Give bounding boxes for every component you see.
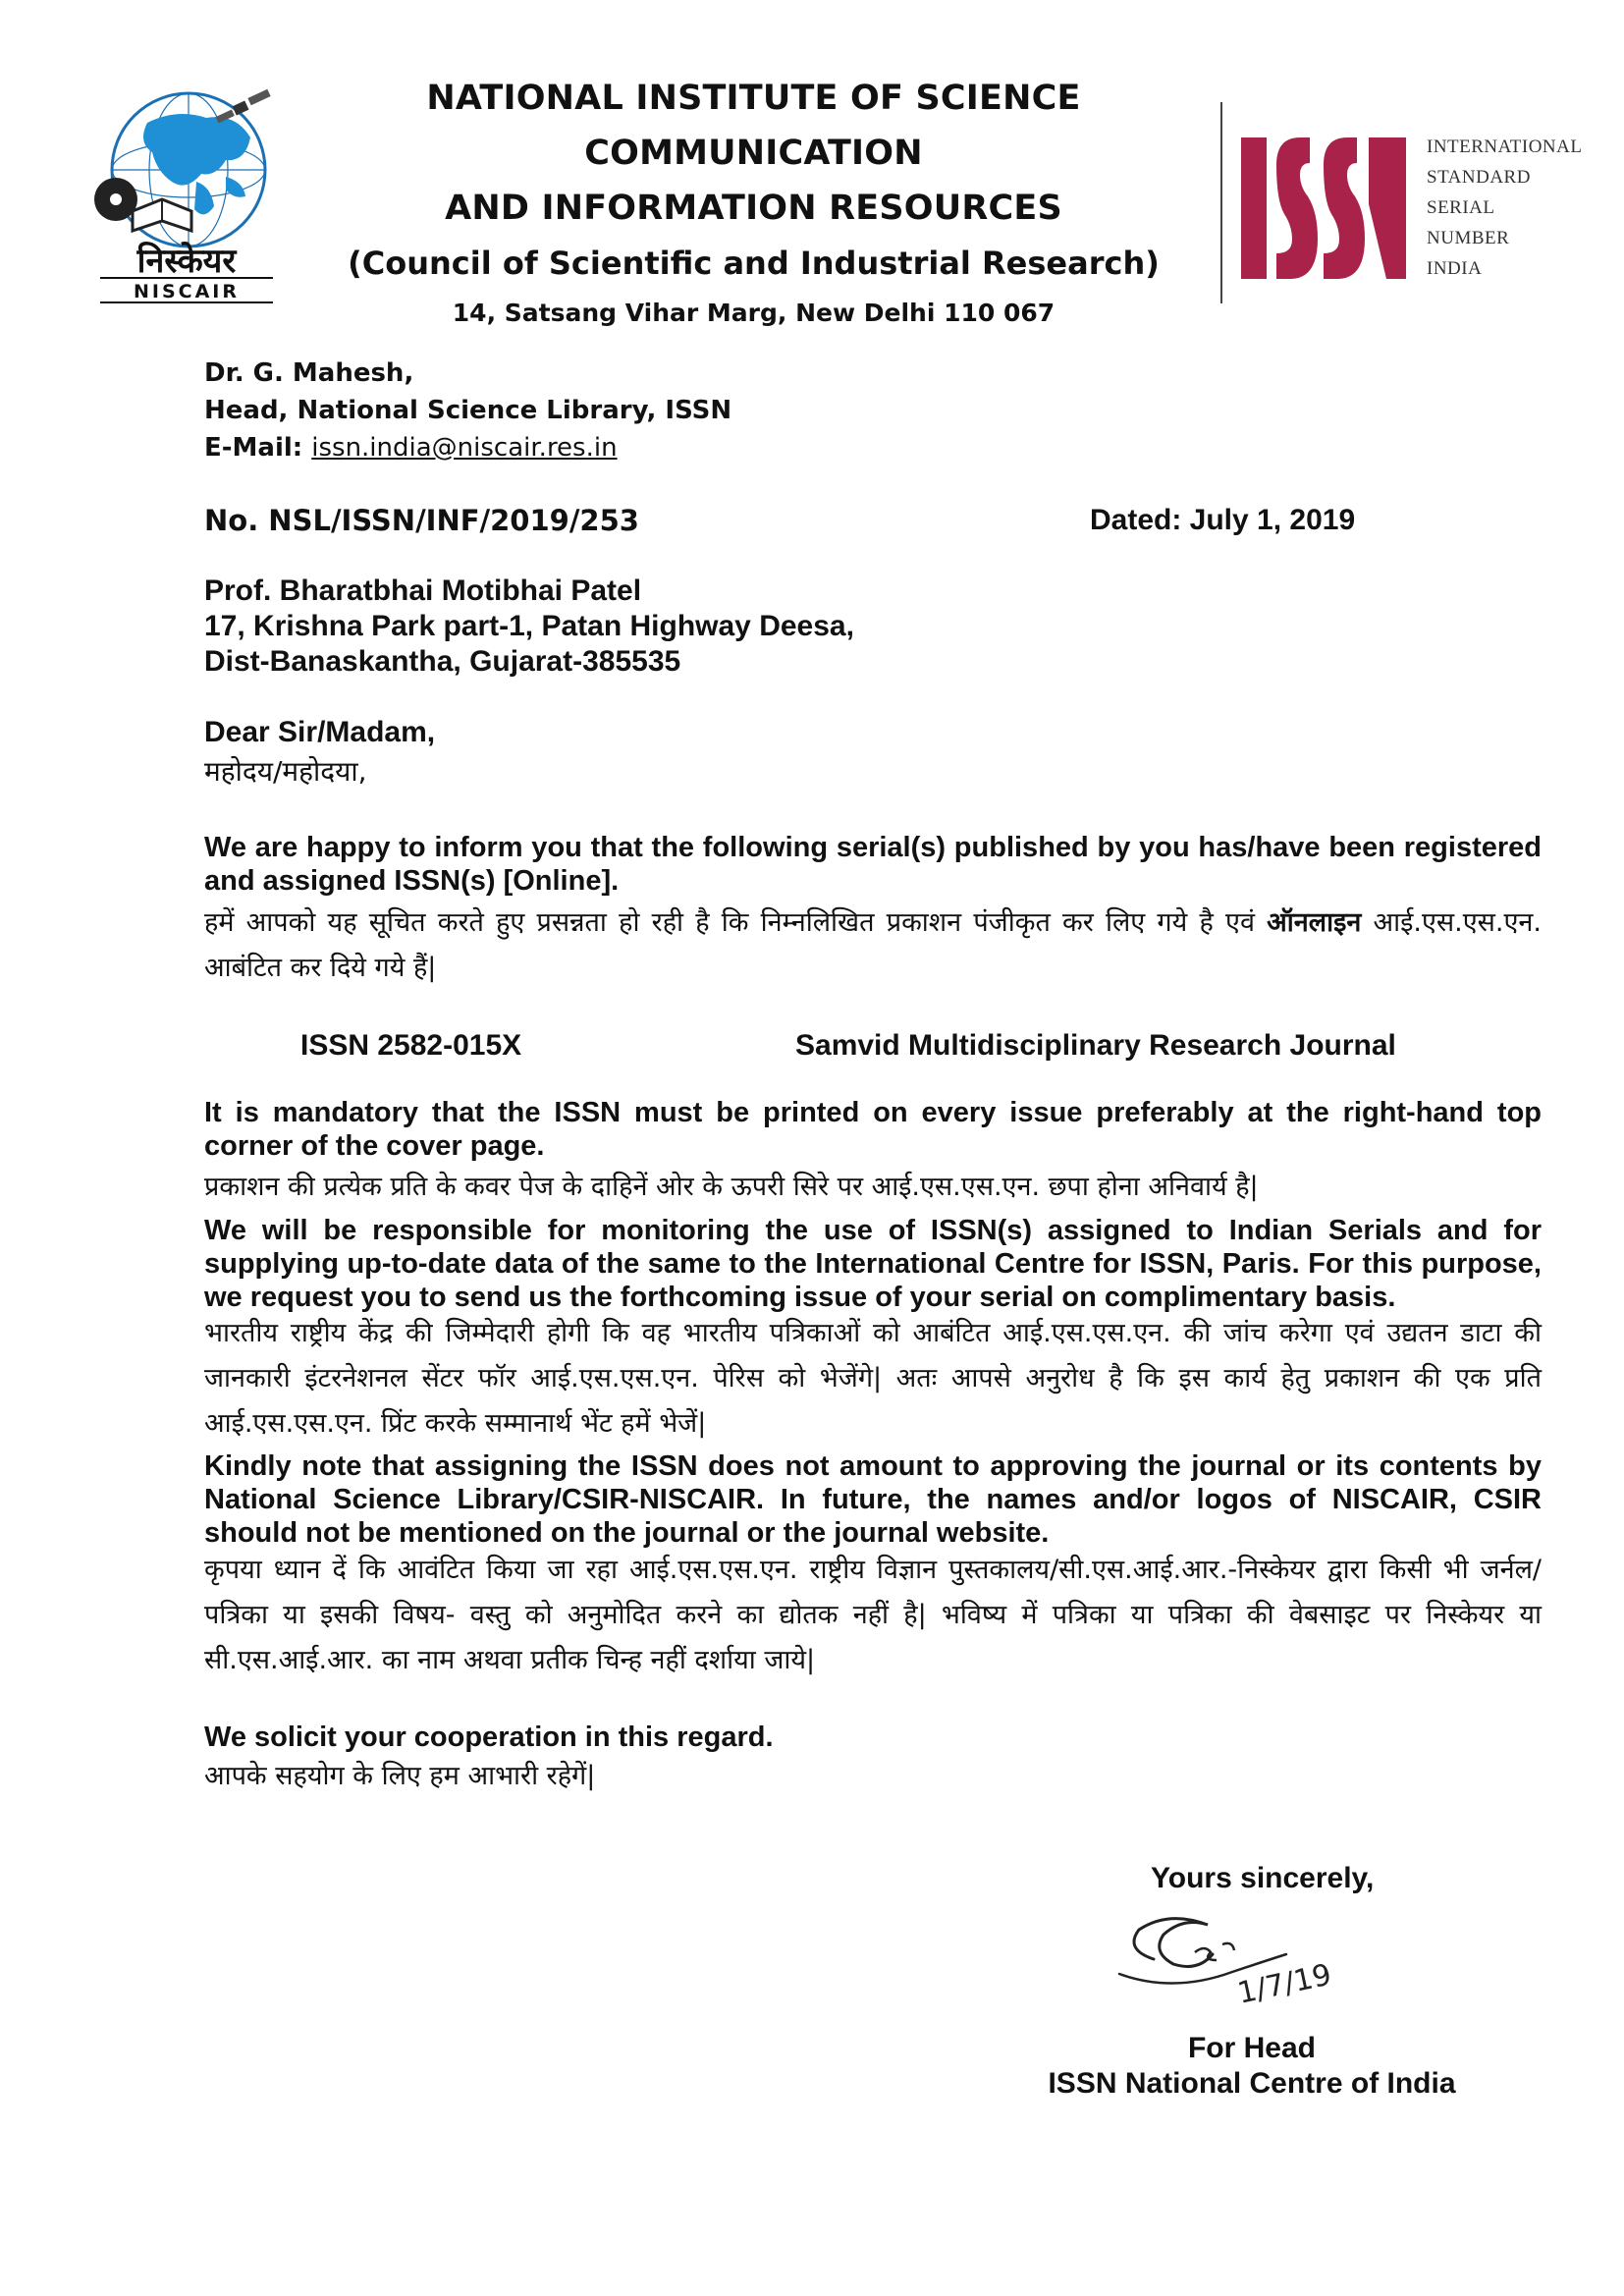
org-parent: (Council of Scientific and Industrial Research) <box>348 245 1160 282</box>
email-link[interactable]: issn.india@niscair.res.in <box>311 433 618 463</box>
reference-number: No. NSL/ISSN/INF/2019/253 <box>204 504 639 537</box>
recipient-block <box>204 574 854 680</box>
mandatory-paragraph-hi: प्रकाशन की प्रत्येक प्रति के कवर पेज के दाहिनें ओर के ऊपरी सिरे पर आई.एस.एस.एन. छपा होना अनिवार्य है| <box>204 1172 1259 1202</box>
org-name-line2: AND INFORMATION RESOURCES <box>445 189 1062 228</box>
sender-block <box>204 355 731 466</box>
mandatory-paragraph-en: It is mandatory that the ISSN must be printed on every issue preferably at the right-hand top corner of the cover page. <box>204 1097 1542 1162</box>
recipient-address-line: 17, Krishna Park part-1, Patan Highway Deesa, <box>204 610 854 642</box>
intro-hi-online: ऑनलाइन <box>1267 907 1362 938</box>
note-paragraph-en: Kindly note that assigning the ISSN does not amount to approving the journal or its contents by National Science Library/CSIR-NISCAIR. In future, the names and/or logos of NISCAIR, CSIR should not be mentioned on the journal or the journal website. <box>204 1450 1542 1549</box>
recipient-address-line: Dist-Banaskantha, Gujarat-385535 <box>204 645 681 678</box>
sender-email-line <box>204 429 731 466</box>
signature-date: 1/7/19 <box>1234 1957 1335 2011</box>
logo-hindi-text: निस्केयर <box>136 242 237 281</box>
tagline-line: INTERNATIONAL <box>1427 137 1583 157</box>
signatory-block <box>1041 2031 1463 2102</box>
intro-hi-text: आई.एस.एस.एन. आबंटित कर दिये गये हैं| <box>204 907 1542 983</box>
email-label: E-Mail: <box>204 433 312 463</box>
closing-phrase: Yours sincerely, <box>1151 1862 1375 1894</box>
intro-hi-text: हमें आपको यह सूचित करते हुए प्रसन्नता हो रही है कि निम्नलिखित प्रकाशन पंजीकृत कर लिए गये है एवं <box>204 907 1268 938</box>
issn-logo <box>1239 136 1408 281</box>
letter-date: Dated: July 1, 2019 <box>1090 504 1356 536</box>
journal-title: Samvid Multidisciplinary Research Journal <box>795 1029 1396 1062</box>
header-divider <box>1220 102 1222 303</box>
organization-header <box>295 71 1213 336</box>
tagline-line: STANDARD <box>1427 167 1531 188</box>
note-paragraph-hi: कृपया ध्यान दें कि आवंटित किया जा रहा आई.एस.एस.एन. राष्ट्रीय विज्ञान पुस्तकालय/सी.एस.आई.आर.-निस्केयर द्वारा किसी भी जर्नल/पत्रिका या इसकी विषय- वस्तु को अनुमोदित करने का द्योतक नहीं है| भविष्य में पत्रिका या पत्रिका की वेबसाइट पर निस्केयर या सी.एस.आई.आर. का नाम अथवा प्रतीक चिन्ह नहीं दर्शाया जाये| <box>204 1555 1542 1675</box>
intro-paragraph-en: We are happy to inform you that the following serial(s) published by you has/have been registered and assigned ISSN(s) [Online]. <box>204 832 1542 897</box>
sender-name: Dr. G. Mahesh, <box>204 358 414 388</box>
salutation <box>204 713 435 792</box>
tagline-line: SERIAL <box>1427 197 1495 218</box>
sender-designation: Head, National Science Library, ISSN <box>204 396 732 425</box>
org-name-line1: NATIONAL INSTITUTE OF SCIENCE COMMUNICATION <box>426 79 1081 173</box>
issn-tagline <box>1427 132 1613 284</box>
signature <box>1114 1905 1340 2033</box>
monitoring-paragraph-en: We will be responsible for monitoring the use of ISSN(s) assigned to Indian Serials and for supplying up-to-date data of the same to the International Centre for ISSN, Paris. For this purpose, we request you to send us the forthcoming issue of your serial on complimentary basis. <box>204 1215 1542 1313</box>
monitoring-paragraph-hi: भारतीय राष्ट्रीय केंद्र की जिम्मेदारी होगी कि वह भारतीय पत्रिकाओं को आबंटित आई.एस.एस.एन. की जांच करेगा एवं उद्यतन डाटा की जानकारी इंटरनेशनल सेंटर फॉर आई.एस.एस.एन. पेरिस को भेजेंगे| अतः आपसे अनुरोध है कि इस कार्य हेतु प्रकाशन की एक प्रति आई.एस.एस.एन. प्रिंट करके सम्मानार्थ भेंट हमें भेजें| <box>204 1318 1542 1439</box>
signatory-for: For Head <box>1187 2032 1317 2064</box>
recipient-name: Prof. Bharatbhai Motibhai Patel <box>204 574 642 607</box>
issn-number: ISSN 2582-015X <box>300 1029 522 1062</box>
org-address: 14, Satsang Vihar Marg, New Delhi 110 067 <box>452 299 1056 327</box>
tagline-line: NUMBER <box>1427 228 1510 248</box>
cooperation-en: We solicit your cooperation in this regard. <box>204 1722 774 1753</box>
salutation-hindi: महोदय/महोदया, <box>204 755 367 788</box>
tagline-line: INDIA <box>1427 258 1483 279</box>
cooperation-hi: आपके सहयोग के लिए हम आभारी रहेगें| <box>204 1761 596 1791</box>
logo-english-text: NISCAIR <box>133 281 241 302</box>
niscair-logo <box>79 83 295 304</box>
intro-paragraph-hi <box>204 901 1542 991</box>
signatory-centre: ISSN National Centre of India <box>1048 2067 1456 2100</box>
salutation-english: Dear Sir/Madam, <box>204 716 436 748</box>
